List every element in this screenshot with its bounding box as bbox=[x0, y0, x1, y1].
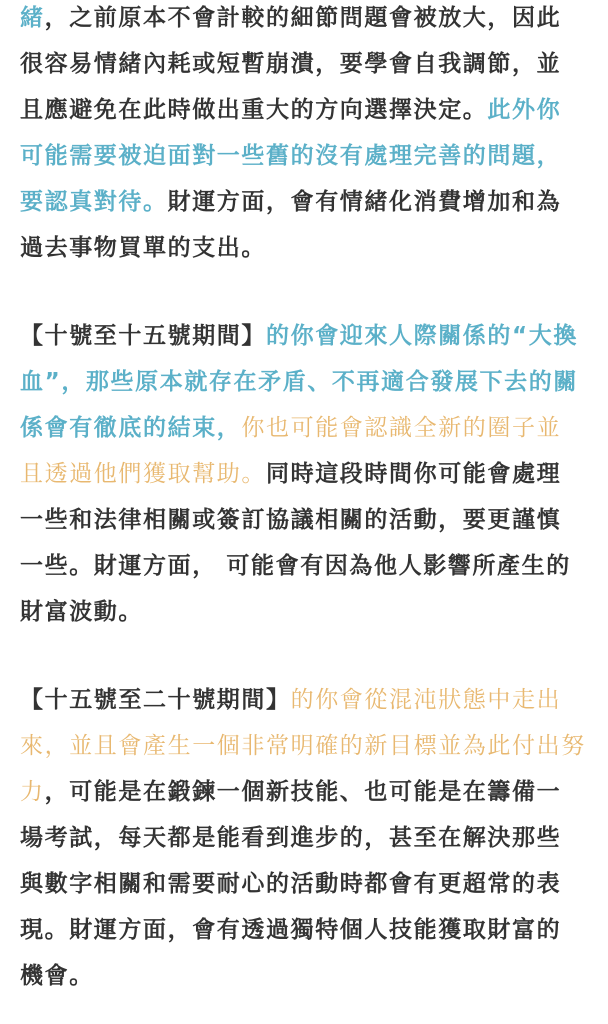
paragraph-1 bbox=[20, 0, 600, 271]
text-segment: 很容易情緒內耗或短暫崩潰，要學會自我調節，並 bbox=[20, 51, 562, 77]
text-segment: 你也可能會認識全新的圈子並 bbox=[241, 415, 562, 441]
text-line bbox=[20, 313, 600, 359]
article-body bbox=[20, 0, 600, 999]
text-segment: 現。財運方面，會有透過獨特個人技能獲取財富的 bbox=[20, 917, 562, 943]
text-segment: 與數字相關和需要耐心的活動時都會有更超常的表 bbox=[20, 871, 562, 897]
text-line bbox=[20, 769, 600, 815]
text-segment: 的你會迎來人際關係的“大換 bbox=[266, 323, 578, 349]
text-line bbox=[20, 0, 600, 41]
text-segment: 要認真對待。 bbox=[20, 189, 168, 215]
text-segment: 力 bbox=[20, 779, 45, 805]
text-segment: 一些和法律相關或簽訂協議相關的活動，要更謹慎 bbox=[20, 507, 562, 533]
text-segment: 一些。財運方面， 可能會有因為他人影響所產生的 bbox=[20, 553, 571, 579]
text-line bbox=[20, 179, 600, 225]
text-segment: 且透過他們獲取幫助。 bbox=[20, 461, 266, 487]
paragraph-gap bbox=[20, 271, 600, 318]
paragraph-gap bbox=[20, 635, 600, 682]
text-segment: 財富波動。 bbox=[20, 599, 143, 625]
text-segment: 的你會從混沌狀態中走出 bbox=[290, 687, 562, 713]
text-segment: 且應避免在此時做出重大的方向選擇決定。 bbox=[20, 97, 488, 123]
text-line bbox=[20, 87, 600, 133]
text-segment: 財運方面，會有情緒化消費增加和為 bbox=[167, 189, 562, 215]
text-segment: ，之前原本不會計較的細節問題會被放大，因此 bbox=[44, 5, 562, 31]
text-line bbox=[20, 907, 600, 953]
text-line bbox=[20, 815, 600, 861]
text-line bbox=[20, 451, 600, 497]
text-segment: 過去事物買單的支出。 bbox=[20, 235, 266, 261]
text-segment: 緒 bbox=[20, 5, 45, 31]
paragraph-2 bbox=[20, 313, 600, 635]
text-line bbox=[20, 41, 600, 87]
text-line bbox=[20, 543, 600, 589]
text-segment: 同時這段時間你可能會處理 bbox=[266, 461, 562, 487]
text-segment: 來，並且會產生一個非常明確的新目標並為此付出努 bbox=[20, 733, 586, 759]
text-line bbox=[20, 133, 600, 179]
text-segment: 此外你 bbox=[487, 97, 562, 123]
text-segment: 係會有徹底的結束， bbox=[20, 415, 242, 441]
text-line bbox=[20, 723, 600, 769]
text-line bbox=[20, 359, 600, 405]
text-line bbox=[20, 861, 600, 907]
text-line bbox=[20, 589, 600, 635]
text-segment: 血”，那些原本就存在矛盾、不再適合發展下去的關 bbox=[20, 369, 578, 395]
text-line bbox=[20, 677, 600, 723]
text-line bbox=[20, 953, 600, 999]
text-line bbox=[20, 225, 600, 271]
section-heading: 【十五號至二十號期間】 bbox=[20, 687, 291, 713]
text-line bbox=[20, 497, 600, 543]
text-segment: 機會。 bbox=[20, 963, 94, 989]
text-segment: 可能需要被迫面對一些舊的沒有處理完善的問題， bbox=[20, 143, 562, 169]
paragraph-3 bbox=[20, 677, 600, 999]
section-heading: 【十號至十五號期間】 bbox=[20, 323, 266, 349]
text-segment: ，可能是在鍛鍊一個新技能、也可能是在籌備一 bbox=[44, 779, 562, 805]
text-line bbox=[20, 405, 600, 451]
text-segment: 場考試，每天都是能看到進步的，甚至在解決那些 bbox=[20, 825, 562, 851]
